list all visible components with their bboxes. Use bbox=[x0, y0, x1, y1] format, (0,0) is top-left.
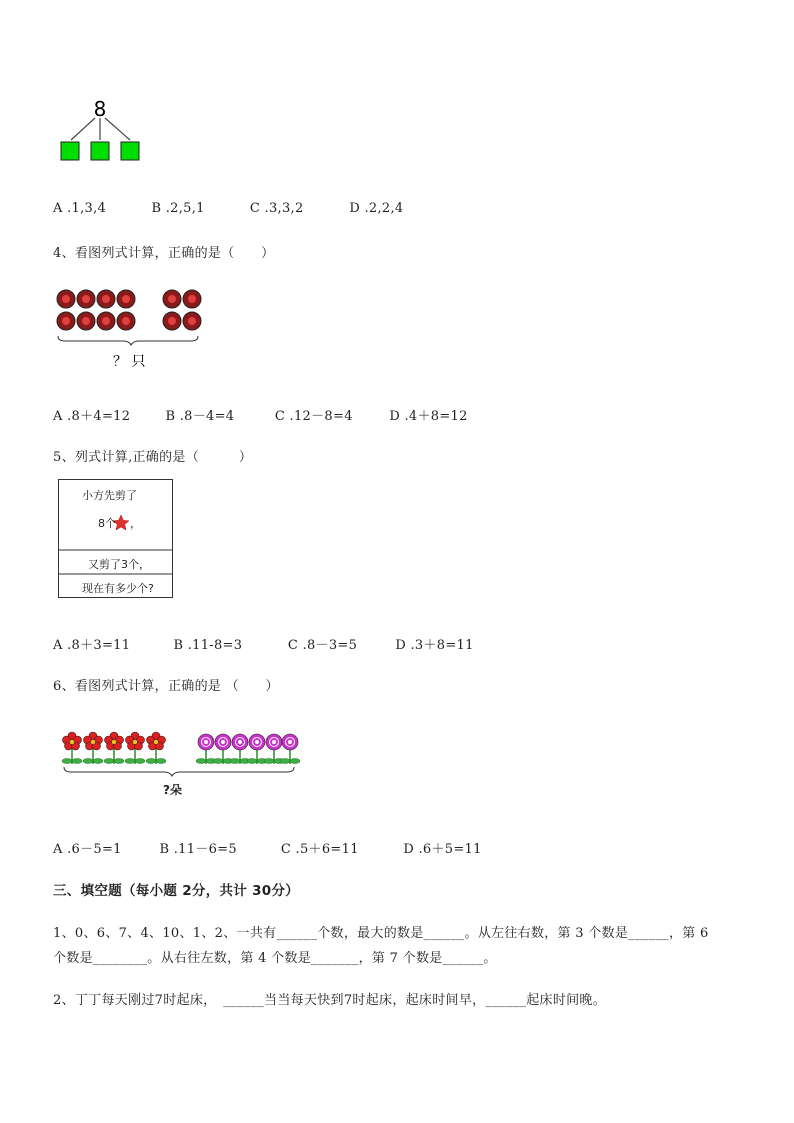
q4-option-b[interactable]: B .8－4=4 bbox=[165, 409, 235, 424]
q5-box-line2-suffix: ， bbox=[130, 517, 141, 530]
green-square-2 bbox=[91, 142, 109, 160]
q6-option-d[interactable]: D .6＋5=11 bbox=[403, 842, 482, 857]
tree-branch-left bbox=[71, 118, 95, 140]
q5-option-c[interactable]: C .8－3=5 bbox=[287, 638, 358, 653]
red-flower-5 bbox=[146, 732, 166, 764]
ladybug-group-right bbox=[163, 290, 201, 330]
red-flower-1 bbox=[62, 732, 82, 764]
number-tree-svg bbox=[53, 96, 149, 166]
section3-title: 三、填空题（每小题 2分，共计 30分） bbox=[53, 883, 300, 899]
q6-options bbox=[53, 838, 482, 857]
q5-option-b[interactable]: B .11-8=3 bbox=[173, 638, 243, 653]
q6-option-b[interactable]: B .11－6=5 bbox=[159, 842, 237, 857]
ladybug-group-left bbox=[57, 290, 135, 330]
q6-stem: 6、看图列式计算，正确的是 （ ） bbox=[53, 679, 279, 694]
q3-option-a[interactable]: A .1,3,4 bbox=[53, 201, 107, 216]
red-flower-4 bbox=[125, 732, 145, 764]
q4-figure bbox=[55, 288, 205, 373]
red-flower-3 bbox=[104, 732, 124, 764]
magenta-flower-2 bbox=[213, 734, 233, 764]
magenta-flower-3 bbox=[230, 734, 250, 764]
fill-q1-line1: 1、0、6、7、4、10、1、2、一共有______个数，最大的数是______。从左往右数，第 3 个数是______，第 6 bbox=[53, 926, 709, 941]
number-tree-figure bbox=[53, 96, 149, 166]
q5-option-d[interactable]: D .3＋8=11 bbox=[395, 638, 474, 653]
q3-option-b[interactable]: B .2,5,1 bbox=[151, 201, 205, 216]
magenta-flower-4 bbox=[247, 734, 267, 764]
q3-option-d[interactable]: D .2,2,4 bbox=[349, 201, 404, 216]
q6-option-a[interactable]: A .6－5=1 bbox=[53, 842, 122, 857]
magenta-flower-6 bbox=[280, 734, 300, 764]
q4-option-a[interactable]: A .8＋4=12 bbox=[53, 409, 131, 424]
q4-figure-svg bbox=[55, 288, 205, 373]
q6-brace bbox=[64, 767, 294, 776]
q5-option-a[interactable]: A .8＋3=11 bbox=[53, 638, 131, 653]
green-square-3 bbox=[121, 142, 139, 160]
fill-q1-line2: 个数是________。从右往左数，第 4 个数是_______，第 7 个数是______。 bbox=[53, 951, 497, 966]
q4-options bbox=[53, 405, 468, 424]
q5-box-line3: 又剪了3个， bbox=[88, 558, 150, 571]
q4-caption: ？ 只 bbox=[113, 354, 146, 370]
fill-q2: 2、丁丁每天刚过7时起床， ______当当每天快到7时起床，起床时间早，______起床时间晚。 bbox=[53, 993, 607, 1008]
q5-story-box bbox=[58, 479, 174, 599]
green-square-1 bbox=[61, 142, 79, 160]
q6-caption: ?朵 bbox=[163, 783, 182, 797]
q3-option-c[interactable]: C .3,3,2 bbox=[249, 201, 304, 216]
q5-options bbox=[53, 634, 474, 653]
red-flower-2 bbox=[83, 732, 103, 764]
tree-top-number: 8 bbox=[93, 97, 107, 121]
q6-option-c[interactable]: C .5＋6=11 bbox=[280, 842, 359, 857]
q4-option-c[interactable]: C .12－8=4 bbox=[274, 409, 353, 424]
q5-box-line1: 小方先剪了 bbox=[82, 489, 137, 502]
q5-box-line4: 现在有多少个? bbox=[82, 582, 154, 595]
q4-stem: 4、看图列式计算，正确的是（ ） bbox=[53, 246, 275, 261]
q4-option-d[interactable]: D .4＋8=12 bbox=[389, 409, 468, 424]
tree-branch-right bbox=[105, 118, 130, 140]
q5-stem: 5、列式计算,正确的是（ ） bbox=[53, 450, 253, 465]
q5-box-line2-prefix: 8个 bbox=[98, 517, 116, 530]
q3-options bbox=[53, 201, 403, 216]
magenta-flower-1 bbox=[196, 734, 216, 764]
q4-brace bbox=[58, 336, 198, 345]
